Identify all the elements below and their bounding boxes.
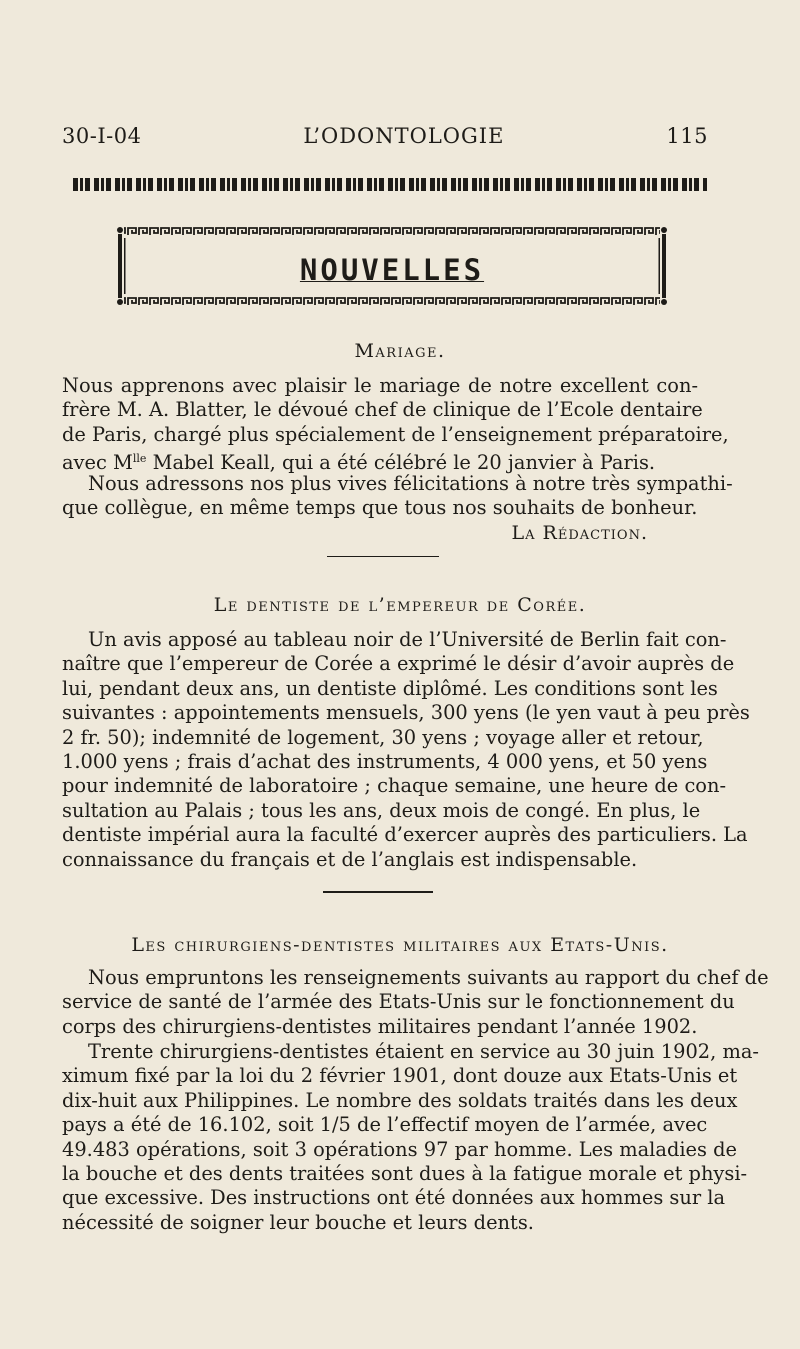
- text-line: sultation au Palais ; tous les ans, deux mois de congé. En plus, le: [62, 798, 701, 822]
- page-number: 115: [666, 124, 708, 148]
- signature: La Rédaction.: [511, 522, 648, 544]
- text-line: 1.000 yens ; frais d’achat des instruments, 4 000 yens, et 50 yens: [62, 750, 708, 774]
- text-line: dix-huit aux Philippines. Le nombre des soldats traités dans les deux: [62, 1088, 738, 1112]
- paragraph-mariage-1: [62, 374, 729, 476]
- text-line: Nous empruntons les renseignements suivants au rapport du chef de: [88, 966, 769, 989]
- text-line: la bouche et des dents traitées sont dues à la fatigue morale et physi-: [62, 1162, 748, 1186]
- ornamental-band: [73, 178, 707, 191]
- text-line: frère M. A. Blatter, le dévoué chef de clinique de l’Ecole dentaire: [62, 398, 703, 422]
- text-line: 49.483 opérations, soit 3 opérations 97 par homme. Les maladies de: [62, 1137, 738, 1161]
- text-line: dentiste impérial aura la faculté d’exercer auprès des particuliers. La: [62, 823, 748, 847]
- text-line: lui, pendant deux ans, un dentiste diplômé. Les conditions sont les: [62, 676, 718, 700]
- text-line: nécessité de soigner leur bouche et leurs dents.: [62, 1210, 534, 1234]
- text-line: pays a été de 16.102, soit 1/5 de l’effectif moyen de l’armée, avec: [62, 1113, 708, 1137]
- superscript: lle: [132, 452, 147, 466]
- text-line: Nous apprenons avec plaisir le mariage de notre excellent con-: [62, 374, 698, 397]
- separator-rule: [327, 556, 439, 557]
- text-line: pour indemnité de laboratoire ; chaque semaine, une heure de con-: [62, 774, 727, 798]
- text-line: que excessive. Des instructions ont été données aux hommes sur la: [62, 1186, 726, 1210]
- text-line: Nous adressons nos plus vives félicitations à notre très sympathi-: [88, 472, 733, 495]
- text-line: naître que l’empereur de Corée a exprimé le désir d’avoir auprès de: [62, 652, 735, 676]
- section-title-etats-unis: Les chirurgiens-dentistes militaires aux Etats-Unis.: [131, 934, 669, 956]
- text-line: connaissance du français et de l’anglais est indispensable.: [62, 847, 638, 871]
- paragraph-etats-unis-2: [62, 1040, 759, 1235]
- text-line: que collègue, en même temps que tous nos souhaits de bonheur.: [62, 496, 698, 520]
- text-fragment: avec M: [62, 451, 133, 475]
- section-title-coree: Le dentiste de l’empereur de Corée.: [213, 594, 587, 616]
- paragraph-mariage-2: [62, 472, 733, 521]
- paragraph-etats-unis-1: [62, 966, 769, 1039]
- text-line: Un avis apposé au tableau noir de l’Université de Berlin fait con-: [88, 628, 727, 651]
- text-line: suivantes : appointements mensuels, 300 yens (le yen vaut à peu près: [62, 701, 750, 725]
- text-line: ximum fixé par la loi du 2 février 1901, dont douze aux Etats-Unis et: [62, 1064, 738, 1088]
- text-line: corps des chirurgiens-dentistes militaires pendant l’année 1902.: [62, 1014, 698, 1038]
- running-header: [62, 124, 708, 148]
- separator-rule: [323, 891, 433, 893]
- text-line: de Paris, chargé plus spécialement de l’enseignement préparatoire,: [62, 422, 729, 446]
- paragraph-coree: [62, 628, 750, 872]
- text-line: Trente chirurgiens-dentistes étaient en service au 30 juin 1902, ma-: [88, 1040, 759, 1063]
- section-title-mariage: Mariage.: [354, 340, 446, 362]
- section-banner-title: NOUVELLES: [299, 253, 485, 287]
- journal-title: L’ODONTOLOGIE: [303, 124, 505, 148]
- issue-date: 30-I-04: [62, 124, 142, 148]
- text-fragment: Mabel Keall, qui a été célébré le 20 janvier à Paris.: [146, 451, 656, 475]
- text-line: service de santé de l’armée des Etats-Unis sur le fonctionnement du: [62, 990, 735, 1014]
- text-line: 2 fr. 50); indemnité de logement, 30 yens ; voyage aller et retour,: [62, 725, 704, 749]
